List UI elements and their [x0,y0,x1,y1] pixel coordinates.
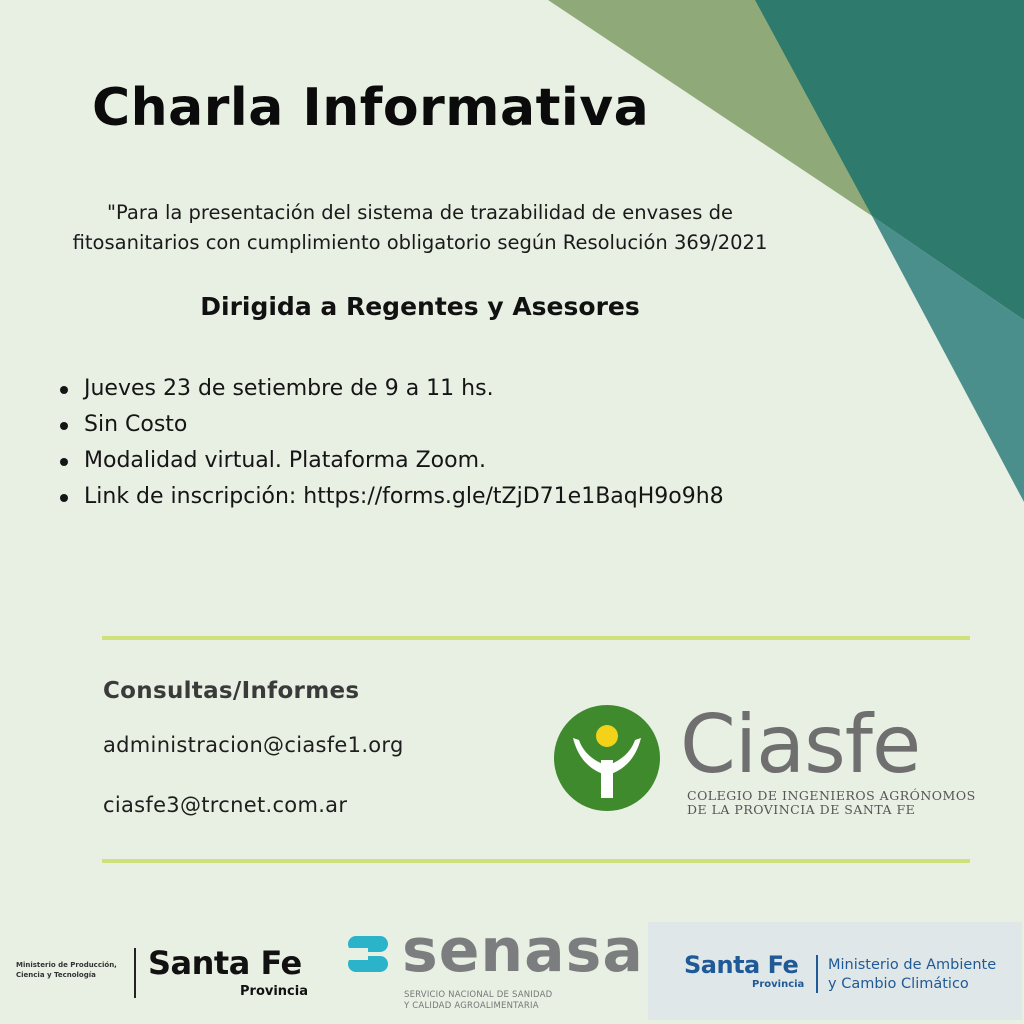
ministry-line: Ciencia y Tecnología [16,971,96,979]
ministry-line: y Cambio Climático [828,976,969,992]
bullet-icon [60,458,68,466]
bullet-icon [60,494,68,502]
santa-fe-produccion-province: Provincia [240,984,308,999]
contact-email-2[interactable]: ciasfe3@trcnet.com.ar [103,793,348,817]
senasa-subtitle-line: SERVICIO NACIONAL DE SANIDAD [404,990,553,1000]
detail-modality [60,443,724,479]
detail-cost [60,407,724,443]
contact-email-1[interactable]: administracion@ciasfe1.org [103,733,404,757]
bullet-icon [60,386,68,394]
santa-fe-ambiente-separator [816,955,818,993]
santa-fe-ambiente-province: Provincia [752,979,805,990]
page-title: Charla Informativa [92,78,650,138]
ministry-line: Ministerio de Ambiente [828,957,997,973]
santa-fe-ambiente-ministry [828,956,996,994]
divider-top [102,636,970,640]
subtitle-line: "Para la presentación del sistema de trazabilidad de envases de [107,201,733,224]
santa-fe-ambiente-name: Santa Fe [684,951,799,979]
subtitle-line: fitosanitarios con cumplimiento obligatorio según Resolución 369/2021 [72,231,768,254]
senasa-subtitle [404,990,552,1012]
contact-heading: Consultas/Informes [103,678,360,704]
detail-text: Jueves 23 de setiembre de 9 a 11 hs. [84,376,494,401]
ciasfe-subtitle-line: COLEGIO DE INGENIEROS AGRÓNOMOS [687,788,976,803]
detail-text[interactable]: Link de inscripción: https://forms.gle/tZjD71e1BaqH9o9h8 [84,484,724,509]
santa-fe-produccion-ministry [16,960,117,980]
ministry-line: Ministerio de Producción, [16,961,117,969]
ciasfe-wordmark: Ciasfe [680,698,921,791]
audience-heading: Dirigida a Regentes y Asesores [200,292,640,321]
detail-date [60,371,724,407]
ciasfe-emblem-icon [553,704,661,812]
santa-fe-produccion-name: Santa Fe [148,944,302,982]
senasa-mark-icon [348,936,388,974]
bullet-icon [60,422,68,430]
divider-bottom [102,859,970,863]
detail-registration-link[interactable] [60,479,724,515]
senasa-wordmark: senasa [402,916,644,986]
detail-text: Modalidad virtual. Plataforma Zoom. [84,448,486,473]
santa-fe-produccion-separator [134,948,136,998]
senasa-subtitle-line: Y CALIDAD AGROALIMENTARIA [404,1001,539,1011]
event-details-list [60,371,724,515]
event-subtitle [30,198,810,258]
detail-text: Sin Costo [84,412,188,437]
ciasfe-subtitle-line: DE LA PROVINCIA DE SANTA FE [687,802,916,817]
ciasfe-subtitle [687,789,976,817]
